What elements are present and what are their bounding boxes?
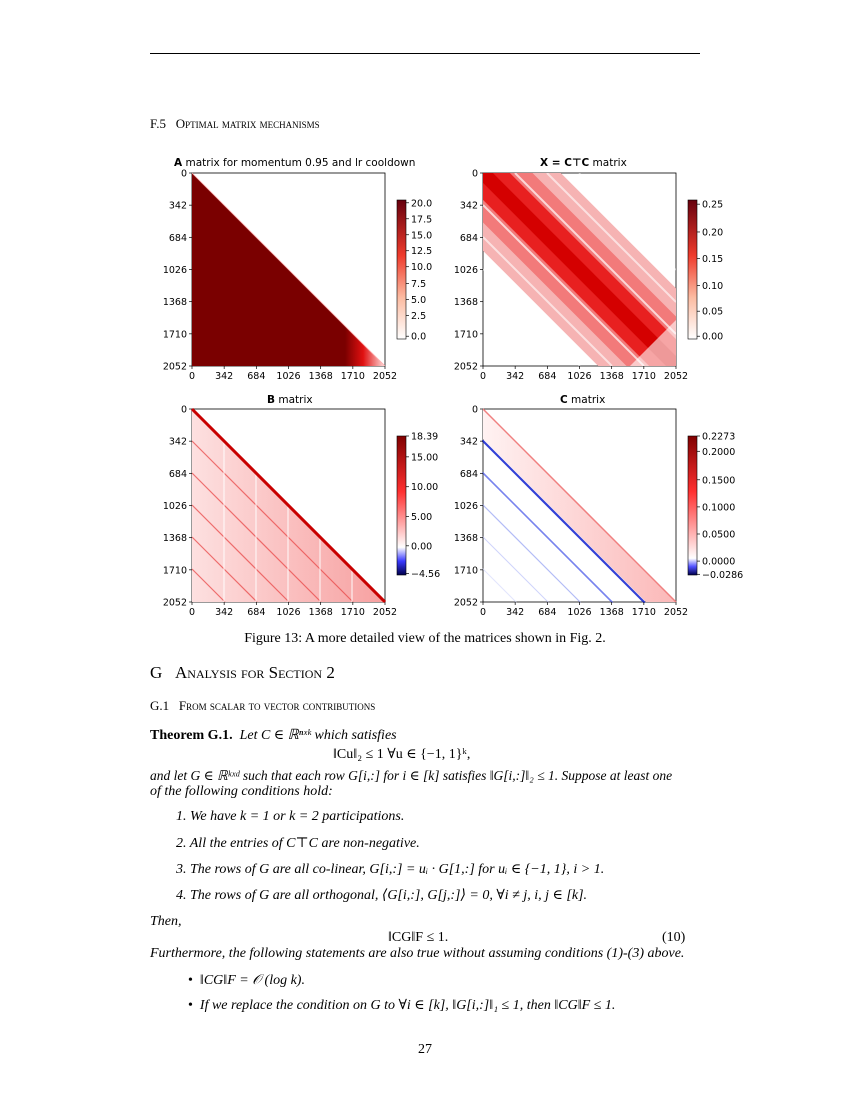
colorbar-tick-label: 5.00 <box>411 512 433 524</box>
x-tick-label: 1710 <box>340 607 365 618</box>
y-tick-label: 684 <box>168 232 187 244</box>
theorem-equation-1: ‖Cu‖₂ ≤ 1 ∀u ∈ {−1, 1}ᵏ, <box>333 747 471 762</box>
x-tick-label: 1026 <box>276 371 301 382</box>
subsection-heading-g1: G.1 From scalar to vector contributions <box>150 698 376 713</box>
condition-4: 4. The rows of G are all orthogonal, ⟨G[i,:], G[j,:]⟩ = 0, ∀i ≠ j, i, j ∈ [k]. <box>176 888 588 903</box>
colorbar-tick-label: 10.00 <box>411 482 439 494</box>
colorbar-tick-label: 0.1000 <box>702 502 736 514</box>
y-tick-label: 1710 <box>162 329 187 341</box>
colorbar-tick-label: 18.39 <box>411 431 439 443</box>
y-tick-label: 0 <box>471 168 478 180</box>
colorbar-tick-label: 0.2273 <box>702 431 736 443</box>
colorbar-tick-label: 20.0 <box>411 198 433 210</box>
x-tick-label: 342 <box>506 371 525 382</box>
x-tick-label: 1368 <box>599 371 624 382</box>
y-tick-label: 342 <box>459 436 478 448</box>
y-tick-label: 2052 <box>162 597 187 609</box>
x-tick-label: 2052 <box>663 607 689 618</box>
condition-3: 3. The rows of G are all co-linear, G[i,:] = uᵢ · G[1,:] for uᵢ ∈ {−1, 1}, i > 1. <box>176 862 605 877</box>
theorem-then: Then, <box>150 914 182 929</box>
colorbar-tick-label: 7.5 <box>411 278 427 290</box>
y-tick-label: 1368 <box>453 533 478 545</box>
colorbar-tick-label: 15.00 <box>411 452 439 464</box>
x-tick-label: 684 <box>538 371 557 382</box>
panel-a-matrix <box>174 157 415 366</box>
theorem-intro: Theorem G.1. Let C ∈ ℝⁿˣᵏ which satisfies <box>150 728 397 743</box>
bullet-2: • If we replace the condition on G to ∀i ∈ [k], ‖G[i,:]‖₁ ≤ 1, then ‖CG‖F ≤ 1. <box>188 998 616 1013</box>
section-heading-g: G Analysis for Section 2 <box>150 663 335 682</box>
y-tick-label: 0 <box>471 404 478 416</box>
equation-number: (10) <box>662 930 686 945</box>
theorem-line-2: and let G ∈ ℝᵏˣᵈ such that each row G[i,:] for i ∈ [k] satisfies ‖G[i,:]‖₂ ≤ 1. Suppose at least one <box>150 768 673 783</box>
theorem-line-3: of the following conditions hold: <box>150 784 333 799</box>
figure-caption: Figure 13: A more detailed view of the matrices shown in Fig. 2. <box>244 631 606 646</box>
y-tick-label: 1710 <box>453 329 478 341</box>
x-tick-label: 342 <box>215 371 234 382</box>
colorbar-tick-label: 0.00 <box>702 331 724 343</box>
x-tick-label: 1368 <box>308 607 333 618</box>
x-tick-label: 1710 <box>631 371 656 382</box>
y-tick-label: 684 <box>459 232 478 244</box>
figure-13 <box>150 152 744 632</box>
y-tick-label: 1026 <box>453 501 478 512</box>
x-tick-label: 1710 <box>631 607 656 618</box>
colorbar-tick-label: 0.0500 <box>702 529 736 541</box>
x-tick-label: 1026 <box>567 607 592 618</box>
panel-x-matrix <box>483 157 697 366</box>
colorbar-tick-label: 2.5 <box>411 310 427 322</box>
x-tick-label: 0 <box>479 607 487 618</box>
y-tick-label: 2052 <box>453 361 478 373</box>
x-tick-label: 0 <box>188 607 196 618</box>
x-tick-label: 2052 <box>372 607 398 618</box>
panel-b-title: B matrix <box>267 394 313 406</box>
theorem-equation-2: ‖CG‖F ≤ 1. <box>388 930 449 945</box>
panel-b-matrix <box>192 394 406 602</box>
colorbar-tick-label: 10.0 <box>411 262 433 274</box>
y-tick-label: 684 <box>168 468 187 480</box>
x-tick-label: 1368 <box>308 371 333 382</box>
bullet-1: • ‖CG‖F = 𝒪 (log k). <box>188 973 305 988</box>
colorbar-tick-label: 0.2000 <box>702 446 736 458</box>
theorem-label: Theorem G.1. <box>150 728 233 743</box>
panel-c-matrix <box>483 394 697 602</box>
condition-2: 2. All the entries of C⊤C are non-negative. <box>176 836 420 851</box>
theorem-furthermore: Furthermore, the following statements are also true without assuming conditions (1)-(3) above. <box>150 946 685 961</box>
x-tick-label: 0 <box>479 371 487 382</box>
panel-c-title: C matrix <box>560 394 606 406</box>
y-tick-label: 1368 <box>162 297 187 309</box>
panel-x-title: X = C⊤C matrix <box>540 157 627 169</box>
x-tick-label: 1026 <box>276 607 301 618</box>
colorbar-tick-label: 0.25 <box>702 199 724 211</box>
y-tick-label: 2052 <box>162 361 187 373</box>
y-tick-label: 1026 <box>162 265 187 276</box>
colorbar-tick-label: 15.0 <box>411 230 433 242</box>
colorbar-tick-label: 12.5 <box>411 246 433 258</box>
x-tick-label: 684 <box>247 371 266 382</box>
panel-a-title: A matrix for momentum 0.95 and lr cooldown <box>174 157 416 169</box>
colorbar-tick-label: −0.0286 <box>702 569 744 581</box>
colorbar-tick-label: 0.15 <box>702 253 724 265</box>
x-tick-label: 0 <box>188 371 196 382</box>
colorbar-tick-label: 0.20 <box>702 227 724 239</box>
colorbar-tick-label: 0.00 <box>411 541 433 553</box>
x-tick-label: 1368 <box>599 607 624 618</box>
y-tick-label: 342 <box>168 200 187 212</box>
condition-1: 1. We have k = 1 or k = 2 participations. <box>176 809 405 824</box>
y-tick-label: 1026 <box>162 501 187 512</box>
x-tick-label: 684 <box>247 607 266 618</box>
x-tick-label: 684 <box>538 607 557 618</box>
y-tick-label: 1368 <box>162 533 187 545</box>
y-tick-label: 0 <box>180 168 187 180</box>
y-tick-label: 1368 <box>453 297 478 309</box>
page-number: 27 <box>418 1042 432 1057</box>
y-tick-label: 2052 <box>453 597 478 609</box>
x-tick-label: 342 <box>215 607 234 618</box>
x-tick-label: 342 <box>506 607 525 618</box>
y-tick-label: 1710 <box>162 565 187 577</box>
section-heading-f5: F.5 Optimal matrix mechanisms <box>150 116 320 131</box>
colorbar-tick-label: 0.0 <box>411 331 427 343</box>
y-tick-label: 342 <box>168 436 187 448</box>
colorbar-tick-label: 17.5 <box>411 214 433 226</box>
y-tick-label: 1710 <box>453 565 478 577</box>
colorbar-tick-label: −4.56 <box>411 569 441 581</box>
x-tick-label: 1710 <box>340 371 365 382</box>
colorbar-tick-label: 5.0 <box>411 294 427 306</box>
x-tick-label: 2052 <box>372 371 398 382</box>
colorbar-tick-label: 0.05 <box>702 306 724 318</box>
y-tick-label: 684 <box>459 468 478 480</box>
header-rule <box>150 53 700 54</box>
x-tick-label: 1026 <box>567 371 592 382</box>
y-tick-label: 1026 <box>453 265 478 276</box>
x-tick-label: 2052 <box>663 371 689 382</box>
y-tick-label: 0 <box>180 404 187 416</box>
y-tick-label: 342 <box>459 200 478 212</box>
colorbar-tick-label: 0.10 <box>702 280 724 292</box>
colorbar-tick-label: 0.0000 <box>702 556 736 568</box>
colorbar-tick-label: 0.1500 <box>702 475 736 487</box>
